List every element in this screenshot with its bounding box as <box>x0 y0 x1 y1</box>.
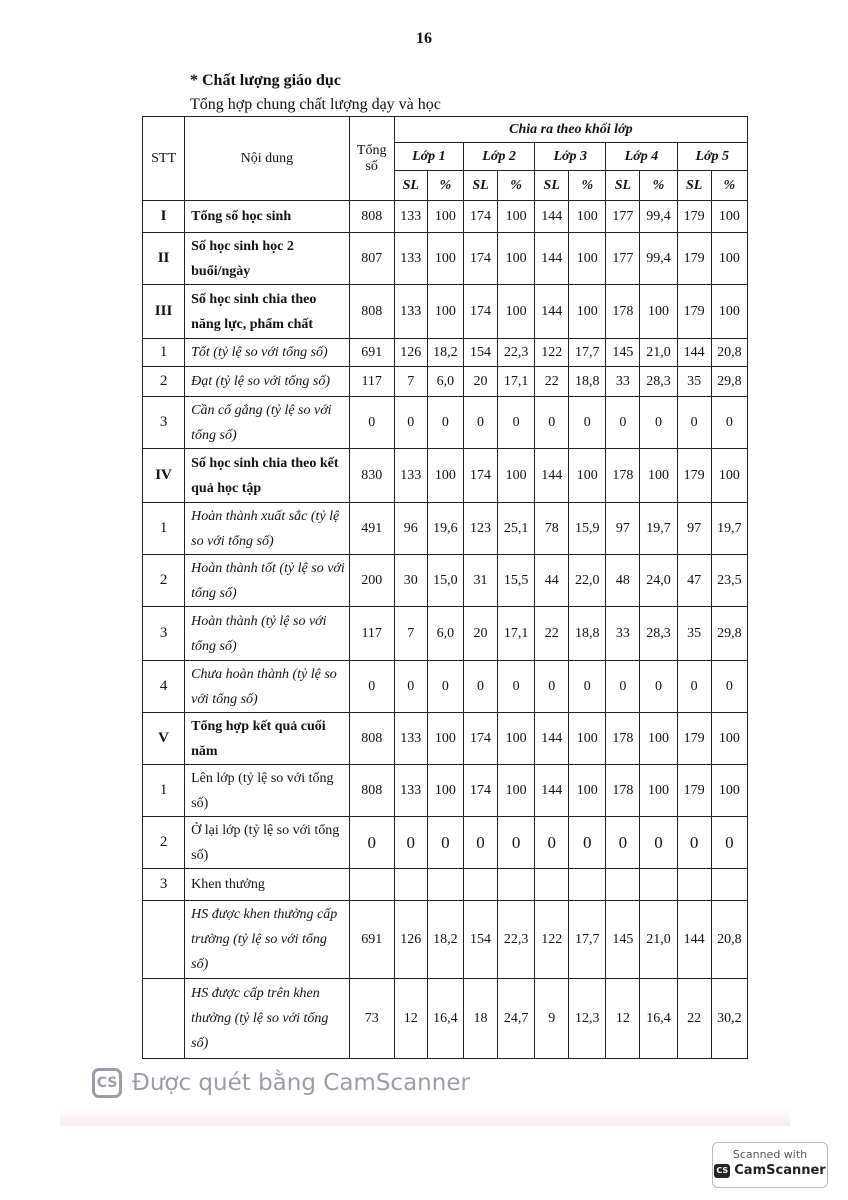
header-stt: STT <box>143 117 185 201</box>
cell-pct: 100 <box>569 449 606 503</box>
cell-total: 691 <box>349 901 394 979</box>
cell-sl <box>535 869 569 901</box>
cell-content: HS được khen thưởng cấp trường (tỷ lệ so với tổng số) <box>185 901 350 979</box>
cell-content: Số học sinh chia theo kết quả học tập <box>185 449 350 503</box>
scan-tint <box>60 1108 790 1126</box>
table-row <box>143 367 748 397</box>
cell-pct: 6,0 <box>427 607 463 661</box>
cell-sl: 18 <box>463 979 497 1059</box>
cell-pct: 20,8 <box>711 339 747 367</box>
cell-pct: 0 <box>711 817 747 869</box>
cell-sl: 174 <box>463 233 497 285</box>
cell-sl: 0 <box>677 817 711 869</box>
table-row <box>143 555 748 607</box>
cell-content: Đạt (tỷ lệ so với tổng số) <box>185 367 350 397</box>
cell-sl: 97 <box>677 503 711 555</box>
cell-sl: 122 <box>535 339 569 367</box>
cell-sl: 174 <box>463 285 497 339</box>
cell-pct: 17,7 <box>569 901 606 979</box>
cell-pct: 16,4 <box>427 979 463 1059</box>
camscanner-logo-icon: CS <box>92 1068 122 1098</box>
cell-stt: IV <box>143 449 185 503</box>
cell-pct: 19,6 <box>427 503 463 555</box>
cell-pct: 100 <box>569 285 606 339</box>
table-row <box>143 713 748 765</box>
cell-stt: 3 <box>143 607 185 661</box>
cell-sl <box>463 869 497 901</box>
cell-pct: 0 <box>498 661 535 713</box>
cell-pct: 99,4 <box>640 201 677 233</box>
cell-sl: 47 <box>677 555 711 607</box>
cell-sl: 174 <box>463 713 497 765</box>
cell-pct: 17,1 <box>498 367 535 397</box>
cell-pct: 100 <box>498 765 535 817</box>
cell-pct: 24,0 <box>640 555 677 607</box>
cell-pct: 0 <box>427 397 463 449</box>
cell-content: Lên lớp (tỷ lệ so với tổng số) <box>185 765 350 817</box>
cell-sl: 177 <box>606 233 640 285</box>
cell-sl <box>606 869 640 901</box>
cell-sl: 0 <box>606 817 640 869</box>
cell-sl: 144 <box>535 285 569 339</box>
header-sl: SL <box>677 171 711 201</box>
cell-sl: 22 <box>535 607 569 661</box>
cell-total: 0 <box>349 397 394 449</box>
cell-pct: 100 <box>640 449 677 503</box>
cell-pct: 100 <box>711 765 747 817</box>
cell-sl: 78 <box>535 503 569 555</box>
cell-pct: 100 <box>569 201 606 233</box>
cell-pct: 18,8 <box>569 367 606 397</box>
cell-sl: 9 <box>535 979 569 1059</box>
cell-pct: 100 <box>498 713 535 765</box>
cell-total: 200 <box>349 555 394 607</box>
header-total: Tổng số <box>349 117 394 201</box>
cell-pct: 100 <box>711 285 747 339</box>
header-grade-group: Chia ra theo khối lớp <box>394 117 747 143</box>
cell-sl: 178 <box>606 713 640 765</box>
cell-pct: 18,8 <box>569 607 606 661</box>
cell-stt: 1 <box>143 765 185 817</box>
cell-content: Khen thưởng <box>185 869 350 901</box>
cell-pct: 18,2 <box>427 901 463 979</box>
cell-total: 491 <box>349 503 394 555</box>
cell-sl: 144 <box>535 765 569 817</box>
cell-sl: 44 <box>535 555 569 607</box>
cell-content: Số học sinh học 2 buổi/ngày <box>185 233 350 285</box>
cell-pct: 15,0 <box>427 555 463 607</box>
cell-sl: 31 <box>463 555 497 607</box>
cell-stt: 2 <box>143 555 185 607</box>
header-pct: % <box>498 171 535 201</box>
cell-sl: 0 <box>606 397 640 449</box>
cell-total: 807 <box>349 233 394 285</box>
table-row <box>143 901 748 979</box>
cell-content: Tổng hợp kết quả cuối năm <box>185 713 350 765</box>
cell-pct: 0 <box>569 661 606 713</box>
header-sl: SL <box>535 171 569 201</box>
cell-sl <box>394 869 427 901</box>
cell-sl: 179 <box>677 449 711 503</box>
cell-sl: 35 <box>677 367 711 397</box>
cell-pct: 18,2 <box>427 339 463 367</box>
cell-pct: 29,8 <box>711 607 747 661</box>
cell-sl: 7 <box>394 607 427 661</box>
cell-total: 117 <box>349 367 394 397</box>
cell-total: 830 <box>349 449 394 503</box>
cell-total: 808 <box>349 201 394 233</box>
cell-sl: 178 <box>606 285 640 339</box>
cell-pct <box>711 869 747 901</box>
cell-pct: 100 <box>498 449 535 503</box>
cell-pct: 28,3 <box>640 367 677 397</box>
cell-sl: 0 <box>394 661 427 713</box>
section-heading: * Chất lượng giáo dục <box>190 72 341 89</box>
cell-pct: 0 <box>711 397 747 449</box>
cell-sl: 122 <box>535 901 569 979</box>
cell-pct: 30,2 <box>711 979 747 1059</box>
cell-total <box>349 869 394 901</box>
watermark-text: Được quét bằng CamScanner <box>132 1070 470 1096</box>
cell-stt: 1 <box>143 339 185 367</box>
cell-stt: 4 <box>143 661 185 713</box>
cell-pct <box>427 869 463 901</box>
cell-sl: 174 <box>463 449 497 503</box>
table-row <box>143 869 748 901</box>
cell-pct: 28,3 <box>640 607 677 661</box>
cell-sl: 0 <box>677 661 711 713</box>
cell-pct: 0 <box>569 397 606 449</box>
cell-sl <box>677 869 711 901</box>
cell-pct: 100 <box>569 765 606 817</box>
quality-table <box>142 116 748 1059</box>
cell-content: Hoàn thành tốt (tỷ lệ so với tổng số) <box>185 555 350 607</box>
cell-sl: 133 <box>394 765 427 817</box>
cell-pct: 100 <box>498 233 535 285</box>
cell-sl: 0 <box>463 397 497 449</box>
cell-pct: 100 <box>640 713 677 765</box>
cell-sl: 0 <box>463 817 497 869</box>
cell-total: 691 <box>349 339 394 367</box>
cell-sl: 33 <box>606 367 640 397</box>
cell-stt: 3 <box>143 397 185 449</box>
cell-sl: 179 <box>677 233 711 285</box>
cell-pct: 19,7 <box>711 503 747 555</box>
camscanner-watermark <box>92 1068 470 1098</box>
cell-sl: 0 <box>535 397 569 449</box>
cell-sl: 154 <box>463 339 497 367</box>
badge-brand: CamScanner <box>734 1163 826 1178</box>
cell-pct: 0 <box>569 817 606 869</box>
cell-sl: 133 <box>394 201 427 233</box>
cell-sl: 126 <box>394 339 427 367</box>
cell-total: 117 <box>349 607 394 661</box>
header-pct: % <box>427 171 463 201</box>
cell-stt <box>143 901 185 979</box>
cell-sl: 22 <box>535 367 569 397</box>
cell-total: 0 <box>349 817 394 869</box>
cell-pct: 100 <box>640 765 677 817</box>
cell-pct: 20,8 <box>711 901 747 979</box>
cell-total: 808 <box>349 285 394 339</box>
cell-sl: 133 <box>394 233 427 285</box>
header-grade: Lớp 5 <box>677 143 747 171</box>
cell-pct: 100 <box>427 285 463 339</box>
cell-sl: 0 <box>463 661 497 713</box>
cell-sl: 145 <box>606 339 640 367</box>
cell-sl: 12 <box>394 979 427 1059</box>
cell-sl: 179 <box>677 201 711 233</box>
cell-sl: 0 <box>677 397 711 449</box>
table-row <box>143 285 748 339</box>
cell-sl: 0 <box>535 817 569 869</box>
cell-pct: 100 <box>427 233 463 285</box>
cell-pct: 21,0 <box>640 901 677 979</box>
table-row <box>143 339 748 367</box>
cell-sl: 133 <box>394 285 427 339</box>
cell-sl: 30 <box>394 555 427 607</box>
cell-content: Chưa hoàn thành (tỷ lệ so với tổng số) <box>185 661 350 713</box>
cell-pct: 100 <box>711 233 747 285</box>
cell-sl: 48 <box>606 555 640 607</box>
table-row <box>143 817 748 869</box>
cell-sl: 0 <box>606 661 640 713</box>
cell-sl: 96 <box>394 503 427 555</box>
header-grade: Lớp 4 <box>606 143 677 171</box>
cell-sl: 133 <box>394 713 427 765</box>
cell-pct: 22,3 <box>498 901 535 979</box>
cell-total: 808 <box>349 765 394 817</box>
cell-sl: 144 <box>535 449 569 503</box>
cell-sl: 0 <box>394 817 427 869</box>
cell-sl: 7 <box>394 367 427 397</box>
cell-total: 0 <box>349 661 394 713</box>
cell-pct: 15,9 <box>569 503 606 555</box>
cell-pct: 100 <box>569 713 606 765</box>
cell-content: Số học sinh chia theo năng lực, phẩm chất <box>185 285 350 339</box>
cell-sl: 126 <box>394 901 427 979</box>
cell-sl: 144 <box>535 713 569 765</box>
cell-pct: 99,4 <box>640 233 677 285</box>
cell-pct: 100 <box>427 765 463 817</box>
table-row <box>143 233 748 285</box>
cell-sl: 12 <box>606 979 640 1059</box>
cell-stt: 2 <box>143 817 185 869</box>
table-row <box>143 661 748 713</box>
cell-sl: 144 <box>677 901 711 979</box>
cell-pct: 0 <box>640 817 677 869</box>
header-grade: Lớp 2 <box>463 143 534 171</box>
cell-pct: 29,8 <box>711 367 747 397</box>
cell-sl: 154 <box>463 901 497 979</box>
cell-content: Tốt (tỷ lệ so với tổng số) <box>185 339 350 367</box>
cell-content: Tổng số học sinh <box>185 201 350 233</box>
cell-sl: 178 <box>606 449 640 503</box>
cell-sl: 33 <box>606 607 640 661</box>
header-pct: % <box>569 171 606 201</box>
table-row <box>143 765 748 817</box>
cell-pct: 16,4 <box>640 979 677 1059</box>
cell-sl: 174 <box>463 201 497 233</box>
header-content: Nội dung <box>185 117 350 201</box>
cell-sl: 179 <box>677 713 711 765</box>
table-row <box>143 201 748 233</box>
cell-pct: 17,7 <box>569 339 606 367</box>
cell-pct: 0 <box>640 661 677 713</box>
cell-sl: 123 <box>463 503 497 555</box>
cell-sl: 174 <box>463 765 497 817</box>
cell-content: Hoàn thành (tỷ lệ so với tổng số) <box>185 607 350 661</box>
table-row <box>143 397 748 449</box>
cell-pct <box>498 869 535 901</box>
camscanner-badge-logo-icon: CS <box>714 1164 730 1178</box>
cell-pct: 100 <box>569 233 606 285</box>
badge-caption: Scanned with <box>732 1148 808 1161</box>
cell-sl: 178 <box>606 765 640 817</box>
cell-pct: 0 <box>427 817 463 869</box>
cell-pct <box>569 869 606 901</box>
cell-sl: 177 <box>606 201 640 233</box>
cell-stt: II <box>143 233 185 285</box>
cell-pct: 100 <box>498 201 535 233</box>
header-pct: % <box>640 171 677 201</box>
cell-pct: 0 <box>711 661 747 713</box>
cell-content: Hoàn thành xuất sắc (tỷ lệ so với tổng số) <box>185 503 350 555</box>
cell-sl: 0 <box>394 397 427 449</box>
cell-pct: 100 <box>427 449 463 503</box>
header-sl: SL <box>606 171 640 201</box>
cell-pct: 100 <box>640 285 677 339</box>
table-row <box>143 607 748 661</box>
cell-sl: 145 <box>606 901 640 979</box>
cell-stt <box>143 979 185 1059</box>
cell-stt: I <box>143 201 185 233</box>
cell-pct: 100 <box>498 285 535 339</box>
header-grade: Lớp 3 <box>535 143 606 171</box>
cell-stt: 1 <box>143 503 185 555</box>
cell-content: HS được cấp trên khen thưởng (tỷ lệ so với tổng số) <box>185 979 350 1059</box>
header-grade: Lớp 1 <box>394 143 463 171</box>
cell-sl: 144 <box>535 233 569 285</box>
cell-pct: 25,1 <box>498 503 535 555</box>
cell-sl: 144 <box>677 339 711 367</box>
cell-sl: 133 <box>394 449 427 503</box>
table-row <box>143 449 748 503</box>
cell-pct: 21,0 <box>640 339 677 367</box>
scanned-with-badge <box>712 1142 828 1188</box>
header-sl: SL <box>463 171 497 201</box>
cell-pct: 100 <box>711 201 747 233</box>
cell-pct: 24,7 <box>498 979 535 1059</box>
cell-content: Ở lại lớp (tỷ lệ so với tổng số) <box>185 817 350 869</box>
cell-stt: 2 <box>143 367 185 397</box>
header-pct: % <box>711 171 747 201</box>
section-subheading: Tổng hợp chung chất lượng dạy và học <box>190 96 441 113</box>
cell-sl: 0 <box>535 661 569 713</box>
cell-stt: III <box>143 285 185 339</box>
cell-pct: 22,0 <box>569 555 606 607</box>
cell-sl: 179 <box>677 285 711 339</box>
cell-content: Cần cố gắng (tỷ lệ so với tổng số) <box>185 397 350 449</box>
cell-sl: 22 <box>677 979 711 1059</box>
page-number: 16 <box>416 30 432 47</box>
cell-sl: 35 <box>677 607 711 661</box>
cell-pct: 23,5 <box>711 555 747 607</box>
cell-pct: 22,3 <box>498 339 535 367</box>
cell-stt: V <box>143 713 185 765</box>
cell-pct: 15,5 <box>498 555 535 607</box>
table-row <box>143 503 748 555</box>
cell-pct: 100 <box>427 201 463 233</box>
cell-sl: 179 <box>677 765 711 817</box>
cell-pct: 19,7 <box>640 503 677 555</box>
cell-sl: 97 <box>606 503 640 555</box>
table-row <box>143 979 748 1059</box>
cell-sl: 20 <box>463 367 497 397</box>
cell-pct: 100 <box>711 449 747 503</box>
cell-sl: 144 <box>535 201 569 233</box>
cell-pct: 0 <box>498 397 535 449</box>
cell-pct <box>640 869 677 901</box>
cell-pct: 17,1 <box>498 607 535 661</box>
cell-pct: 100 <box>711 713 747 765</box>
cell-pct: 0 <box>427 661 463 713</box>
cell-pct: 0 <box>640 397 677 449</box>
cell-stt: 3 <box>143 869 185 901</box>
cell-pct: 100 <box>427 713 463 765</box>
cell-pct: 12,3 <box>569 979 606 1059</box>
cell-pct: 6,0 <box>427 367 463 397</box>
header-sl: SL <box>394 171 427 201</box>
cell-total: 808 <box>349 713 394 765</box>
cell-total: 73 <box>349 979 394 1059</box>
cell-sl: 20 <box>463 607 497 661</box>
cell-pct: 0 <box>498 817 535 869</box>
